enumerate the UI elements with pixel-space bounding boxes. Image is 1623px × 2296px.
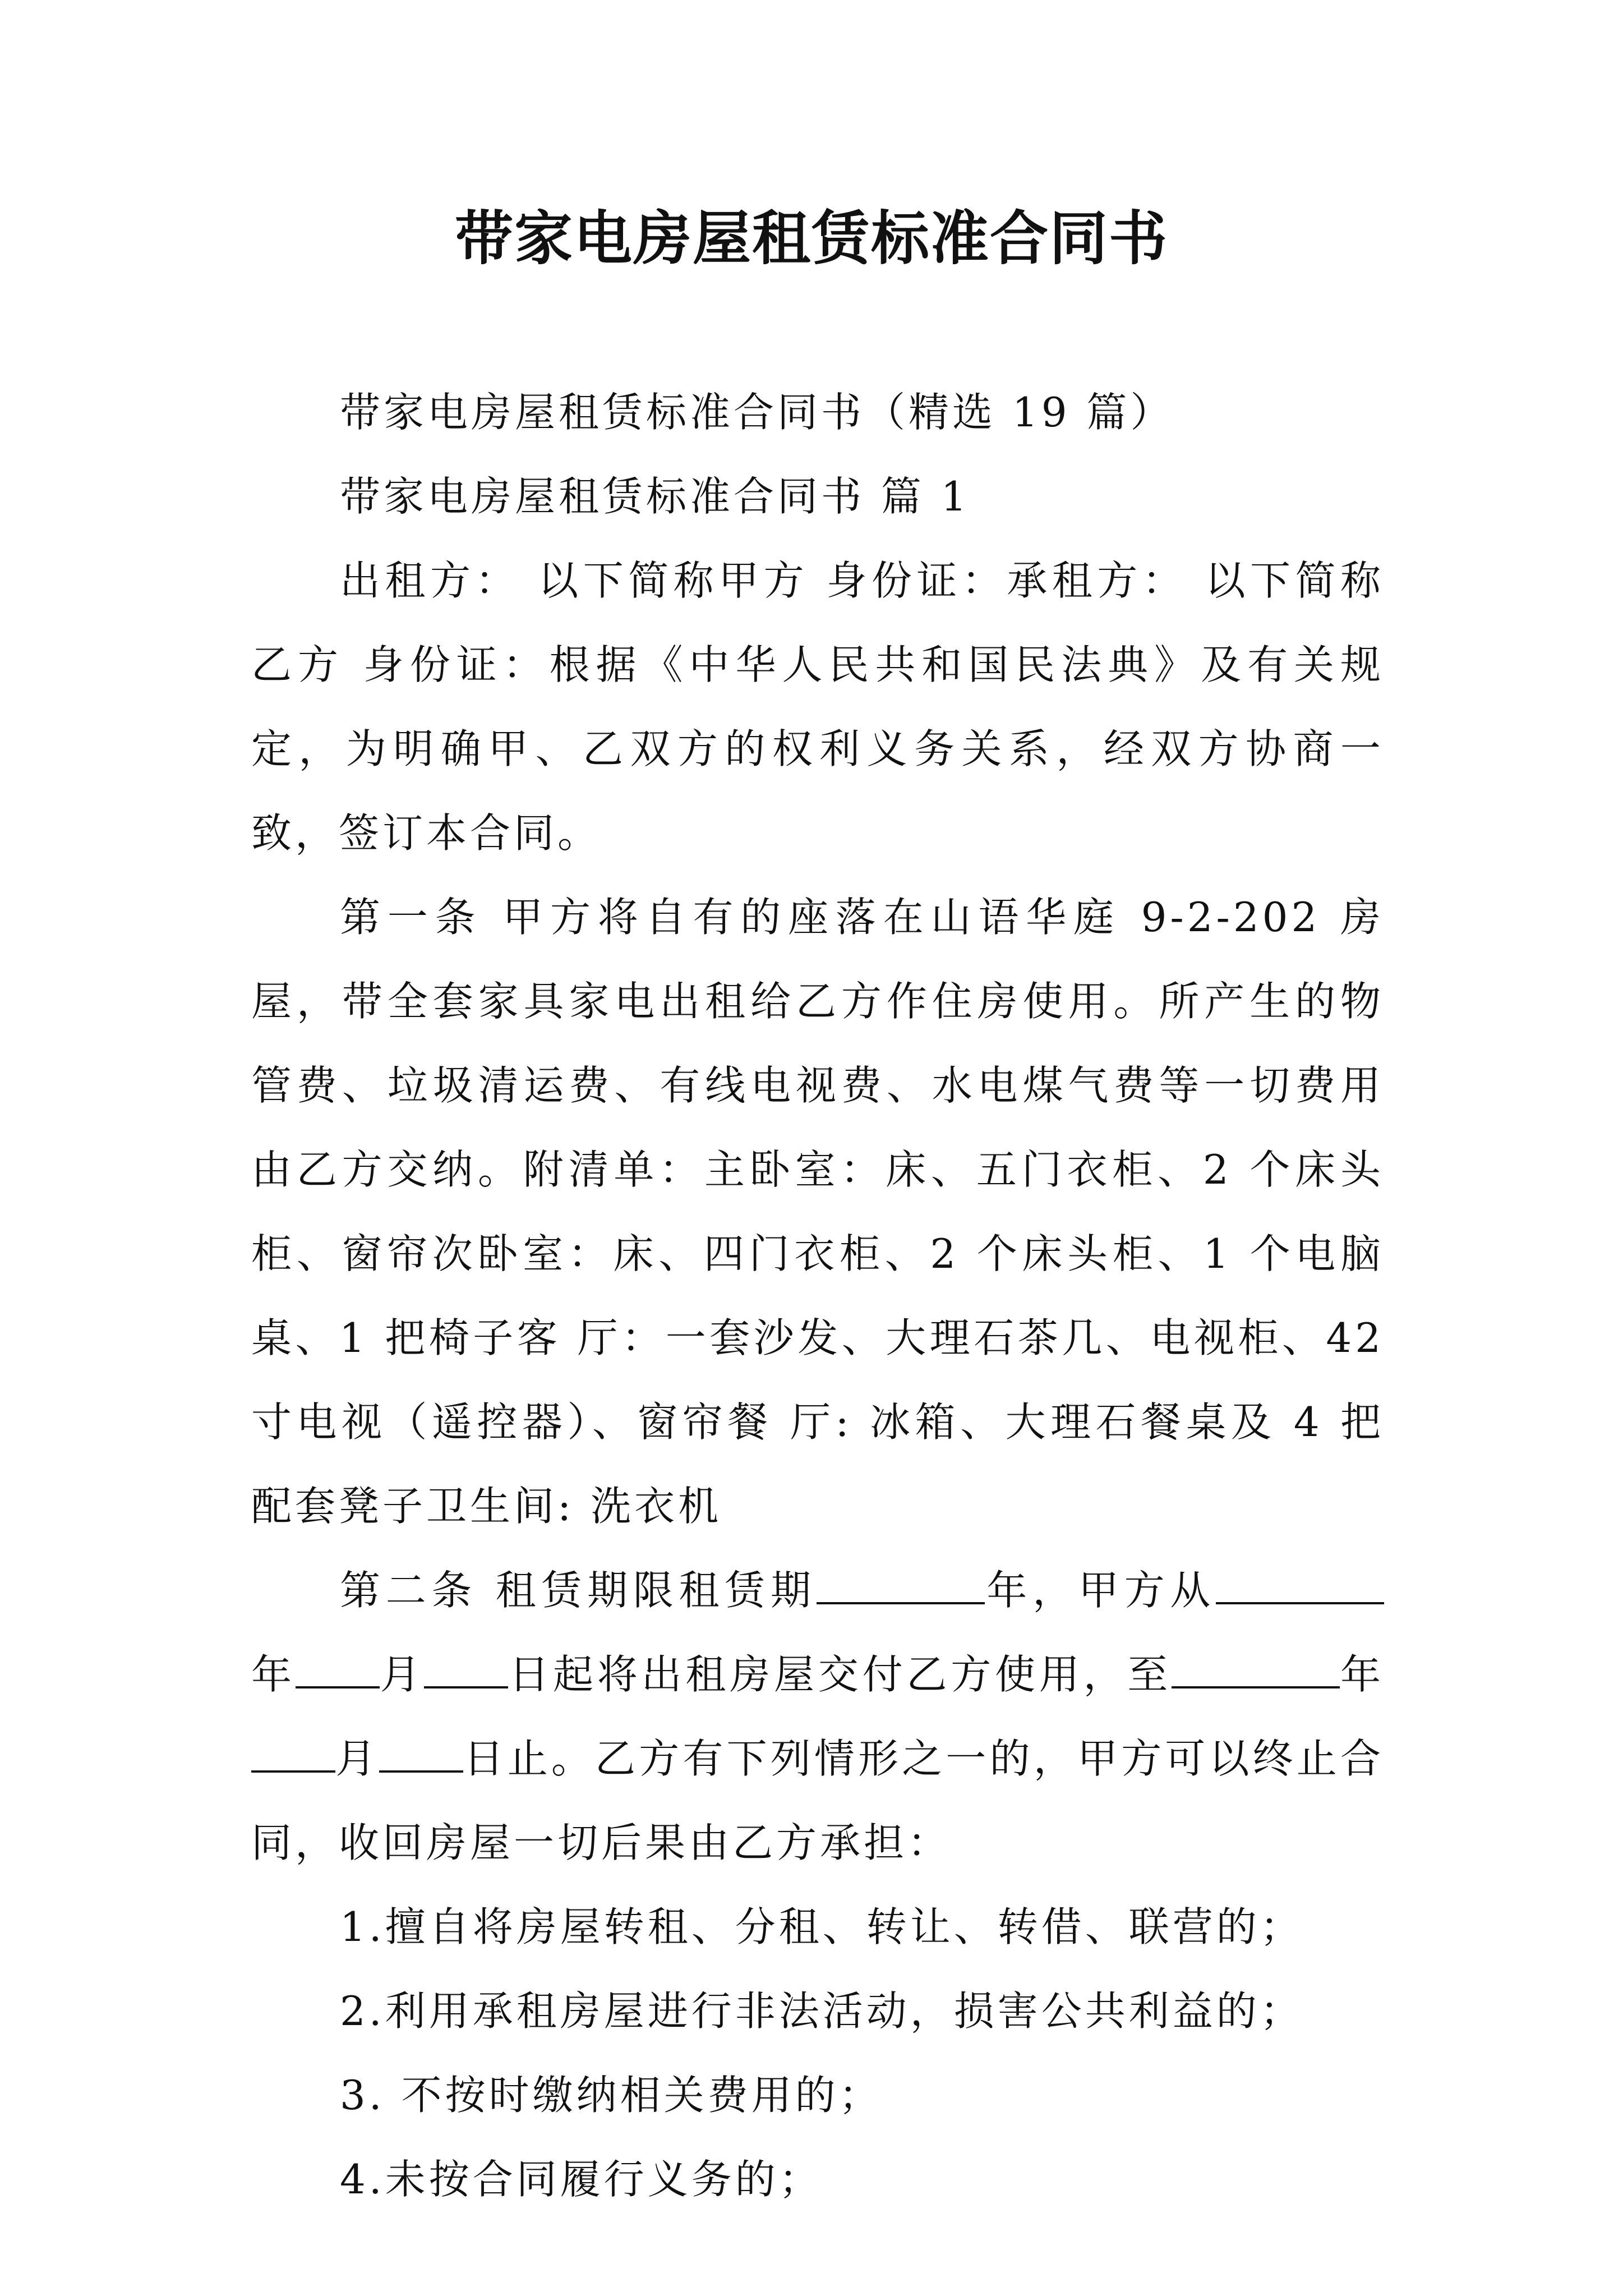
blank-field-start-month bbox=[296, 1650, 380, 1688]
article-2-paragraph bbox=[251, 1548, 1384, 1885]
blank-field-end-year bbox=[1172, 1650, 1340, 1688]
blank-field-end-month bbox=[251, 1734, 335, 1773]
article-2-text: 年 bbox=[1340, 1651, 1384, 1698]
list-item: 1.擅自将房屋转租、分租、转让、转借、联营的； bbox=[340, 1903, 1304, 1950]
blank-field-lease-years bbox=[817, 1566, 985, 1604]
section-heading: 带家电房屋租赁标准合同书 篇 1 bbox=[340, 473, 970, 520]
document-subtitle: 带家电房屋租赁标准合同书（精选 19 篇） bbox=[340, 389, 1174, 436]
blank-field-start-day bbox=[424, 1650, 508, 1688]
article-2-text: 月 bbox=[379, 1651, 425, 1698]
list-item: 2.利用承租房屋进行非法活动，损害公共利益的； bbox=[340, 1987, 1304, 2035]
intro-paragraph: 出租方： 以下简称甲方 身份证：承租方： 以下简称乙方 身份证：根据《中华人民共和国民法典》及有关规定，为明确甲、乙双方的权利义务关系，经双方协商一致，签订本合同。 bbox=[251, 557, 1384, 857]
article-2-text: 日止。乙方有下列情形之一的，甲方可以终止合同，收回房屋一切后果由乙方承担： bbox=[251, 1735, 1384, 1866]
article-2-text: 年 bbox=[251, 1651, 296, 1698]
article-2-text: 第二条 租赁期限租赁期 bbox=[340, 1567, 817, 1614]
list-item: 3. 不按时缴纳相关费用的； bbox=[340, 2072, 883, 2119]
list-item: 4.未按合同履行义务的； bbox=[340, 2156, 823, 2203]
document-title: 带家电房屋租赁标准合同书 bbox=[454, 204, 1168, 273]
article-2-text: 年，甲方从 bbox=[984, 1567, 1216, 1614]
article-2-text: 月 bbox=[335, 1735, 380, 1782]
article-2-text: 日起将出租房屋交付乙方使用，至 bbox=[508, 1651, 1172, 1698]
blank-field-start-year bbox=[1216, 1566, 1384, 1604]
article-1-paragraph: 第一条 甲方将自有的座落在山语华庭 9-2-202 房屋，带全套家具家电出租给乙方作住房使用。所产生的物管费、垃圾清运费、有线电视费、水电煤气费等一切费用由乙方交纳。附清单：主卧室：床、五门衣柜、2 个床头柜、窗帘次卧室：床、四门衣柜、2 个床头柜、1 个电脑桌、1 把椅子客 厅：一套沙发、大理石茶几、电视柜、42 寸电视（遥控器）、窗帘餐 厅: 冰箱、大理石餐桌及 4 把配套凳子卫生间: 洗衣机 bbox=[251, 894, 1384, 1530]
blank-field-end-day bbox=[379, 1734, 463, 1773]
document-body bbox=[251, 370, 1384, 2221]
